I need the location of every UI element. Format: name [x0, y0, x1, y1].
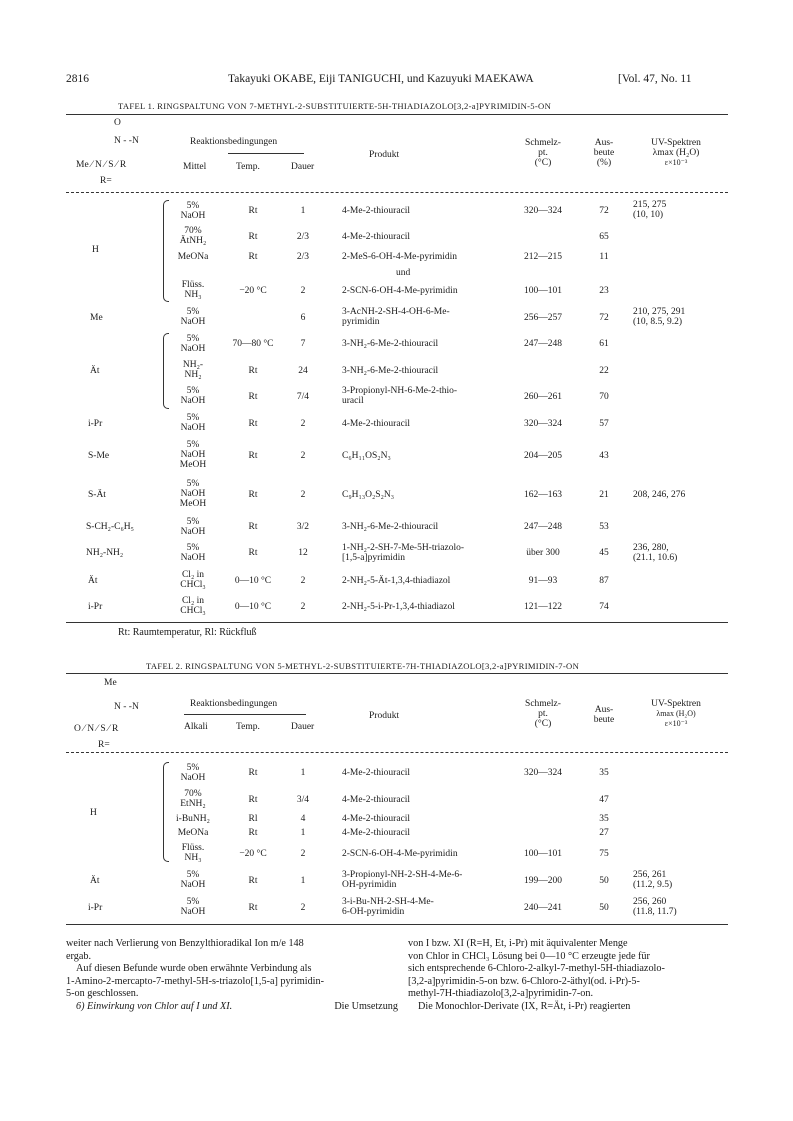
- t1-r-label: S-Me: [88, 451, 110, 461]
- running-authors: Takayuki OKABE, Eiji TANIGUCHI, und Kazuyuki MAEKAWA: [228, 73, 534, 85]
- header-mittel: Mittel: [183, 162, 207, 172]
- structure-ring-top: N - -N: [114, 702, 139, 712]
- t1-r-label: H: [92, 245, 99, 255]
- structure-ring-bottom: Me ⁄ N ⁄ S ⁄ R: [76, 160, 127, 170]
- t1-r-label: i-Pr: [88, 419, 103, 429]
- page-number: 2816: [66, 73, 89, 85]
- t1-r-label: Ät: [90, 366, 100, 376]
- t1-r-label: i-Pr: [88, 602, 103, 612]
- table2-structure: [70, 678, 180, 750]
- table2-top-rule: [66, 673, 728, 674]
- header-schmelzpt: Schmelz- pt. (°C): [525, 138, 561, 168]
- t1-r-label: Me: [90, 313, 103, 323]
- body-right-column: von I bzw. XI (R=H, Et, i-Pr) mit äquivalenter Menge von Chlor in CHCl₃ Lösung bei 0—10 °C erzeugte jede für sich entsprechende 6-Chloro-2-alkyl-7-methyl-5H-thiadiazolo- [3,2-a]pyrimidin-5-on bzw. 6-Chloro-2-äthyl(od. i-Pr)-5- methyl-7H-thiadiazolo[3,2-a]pyrimidin-7-on. Die Monochlor-Derivate (IX, R=Ät, i-Pr) reagierten: [408, 938, 665, 1012]
- t2-r-label: H: [90, 808, 97, 818]
- table1-top-rule: [66, 114, 728, 115]
- header-uv-spectra: UV-Spektren λmax (H₂O) ε×10⁻³: [651, 138, 701, 167]
- table1-structure: [72, 118, 182, 188]
- header-ausbeute: Aus- beute (%): [593, 138, 615, 168]
- t1-r-label: NH₂-NH₂: [86, 548, 124, 558]
- header-dauer: Dauer: [291, 722, 315, 732]
- header-reaction-rule: [184, 714, 306, 715]
- header-dauer: Dauer: [291, 162, 315, 172]
- section-heading: 6) Einwirkung von Chlor auf I und XI.: [76, 1000, 233, 1012]
- table1-footnote: Rt: Raumtemperatur, Rl: Rückfluß: [118, 627, 257, 638]
- header-reaction-rule: [228, 153, 304, 154]
- header-alkali: Alkali: [184, 722, 208, 732]
- structure-oxygen: O: [114, 118, 121, 128]
- t1-r-label: Ät: [88, 576, 98, 586]
- body-left-column: weiter nach Verlierung von Benzylthioradikal Ion m/e 148 ergab. Auf diesen Befunde wurde oben erwähnte Verbindung als 1-Amino-2-mercapto-7-methyl-5H-s-triazolo[1,5-a] pyrimidin- 5-on geschlossen. 6) Einwirkung von Chlor auf I und XI. Die Umsetzung: [66, 938, 398, 1012]
- table1-bottom-rule: [66, 622, 728, 623]
- structure-r-label: R=: [100, 176, 112, 186]
- t2-r-label: Ät: [90, 876, 100, 886]
- header-reaction-conditions: Reaktionsbedingungen: [190, 137, 278, 147]
- header-reaction-conditions: Reaktionsbedingungen: [190, 699, 278, 709]
- table1-caption: TAFEL 1. RINGSPALTUNG VON 7-METHYL-2-SUBSTITUIERTE-5H-THIADIAZOLO[3,2-a]PYRIMIDIN-5-ON: [118, 101, 552, 111]
- structure-r-label: R=: [98, 740, 110, 750]
- header-temp: Temp.: [236, 722, 260, 732]
- table2-bottom-rule: [66, 924, 728, 925]
- t1-r-label: S-Ät: [88, 490, 106, 500]
- table2-header-rule: [66, 752, 728, 753]
- volume-info: [Vol. 47, No. 11: [618, 73, 692, 85]
- header-ausbeute: Aus- beute: [593, 705, 615, 725]
- table1-header-rule: [66, 192, 728, 193]
- table2-caption: TAFEL 2. RINGSPALTUNG VON 5-METHYL-2-SUBSTITUIERTE-7H-THIADIAZOLO[3,2-a]PYRIMIDIN-7-ON: [146, 661, 580, 671]
- header-uv-spectra: UV-Spektren λmax (H₂O) ε×10⁻³: [651, 699, 701, 728]
- structure-methyl: Me: [104, 678, 117, 688]
- t1-r-label: S-CH₂-C₆H₅: [86, 522, 134, 532]
- t2-r-label: i-Pr: [88, 903, 103, 913]
- header-schmelzpt: Schmelz- pt. (°C): [525, 699, 561, 729]
- header-produkt: Produkt: [369, 150, 400, 160]
- structure-ring-bottom: O ⁄ N ⁄ S ⁄ R: [74, 724, 119, 734]
- structure-ring-top: N - -N: [114, 136, 139, 146]
- header-temp: Temp.: [236, 162, 260, 172]
- header-produkt: Produkt: [369, 711, 400, 721]
